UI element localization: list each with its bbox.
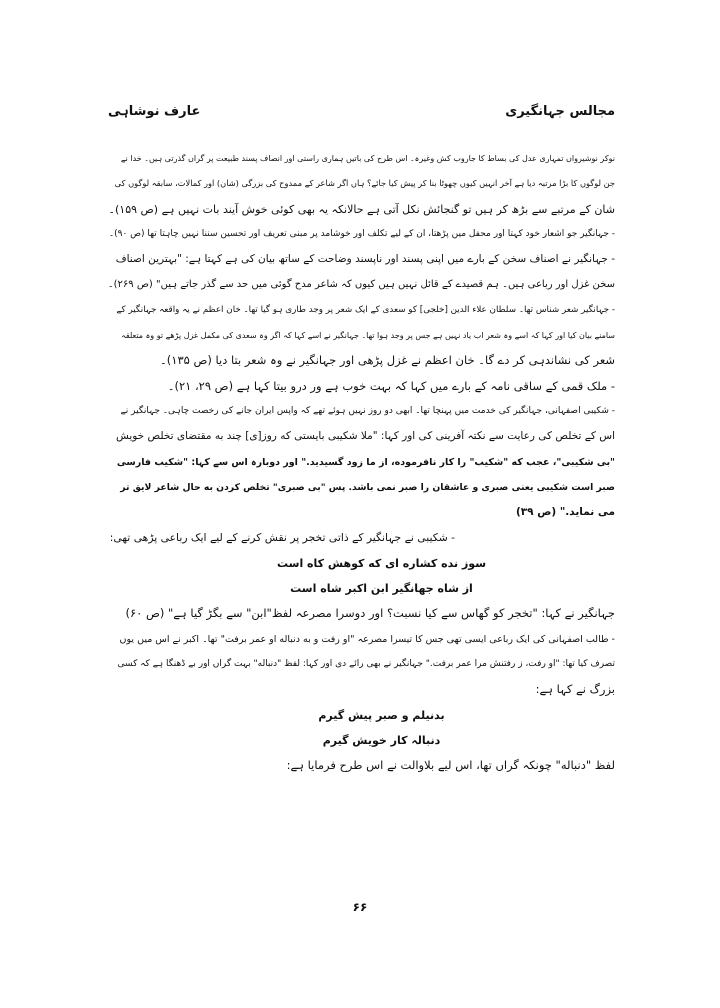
- text-line: - جہانگیر جو اشعار خود کہتا اور محفل میں پڑھتا، ان کے لیے تکلف اور خوشامد پر مبنی تعریف اور تحسین سننا نہیں چاہتا تھا (ص ۹۰)۔: [108, 228, 615, 239]
- text-line: جہانگیر نے کہا: "تخجر کو گھاس سے کیا نسبت؟ اور دوسرا مصرعہ لفظ"ابن" سے بگڑ گیا ہے" (ص ۶۰): [125, 606, 615, 621]
- text-line: "بی شکیبی"، عجب که "شکیب" را کار نافرموده، از ما زود گسیدید." اور دوبارہ اس سے کہا: "شکیب فارسی: [116, 456, 615, 468]
- text-line: نوکر نوشیرواں تمہاری عدل کی بساط کا جاروب کش وغیرہ۔ اس طرح کی باتیں ہماری راستی اور انصاف پسند طبیعت پر گراں گذرتی ہیں۔ خدا نے: [120, 154, 615, 163]
- book-title: مجالس جہانگیری: [505, 104, 615, 119]
- text-line: شعر کی نشاندہی کر دے گا۔ خان اعظم نے غزل پڑھی اور جہانگیر نے وہ شعر بتا دیا (ص ۱۳۵)۔: [160, 353, 615, 368]
- verse-line: از شاه جهانگیر ابن اکبر شاه است: [290, 582, 473, 596]
- text-line: سخن غزل اور رباعی ہیں۔ ہم قصیدے کے قائل نہیں ہیں کیوں کہ شاعر مدح گوئی میں حد سے گذر جاتے ہیں" (ص ۲۶۹)۔: [108, 279, 615, 291]
- verse-line: بدنیلم و صبر پیش گیرم: [318, 708, 445, 722]
- page-header: [108, 104, 615, 124]
- verse-line: دنبالہ کار خویش گیرم: [322, 733, 441, 747]
- text-line: لفظ "دنباله" چونکہ گراں تھا، اس لیے بلاوالت نے اس طرح فرمایا ہے:: [286, 758, 615, 773]
- body-text: [108, 146, 615, 778]
- text-line: سامنے بیان کیا اور کہا کہ اسے وہ شعر اب یاد نہیں ہے جس پر وجد ہوا تھا۔ جہانگیر نے اسے کہا کہ اگر وہ سعدی کی مکمل غزل پڑھے تو وہ متعلقہ: [121, 331, 615, 341]
- text-line: - شکیبی اصفہانی، جہانگیر کی خدمت میں پہنچا تھا۔ ابھی دو روز نہیں ہوئے تھے کہ واپس ایران جانے کی رخصت چاہی۔ جہانگیر نے: [120, 405, 615, 416]
- text-line: - جہانگیر شعر شناس تھا۔ سلطان علاء الدین [خلجی] کو سعدی کے ایک شعر پر وجد طاری ہو گیا تھا۔ خان اعظم نے یہ واقعہ جہانگیر کے: [116, 304, 615, 315]
- text-line: صبر است شکیبی یعنی صبری و عاشقان را صبر نمی باشد. پس "بی صبری" تخلص کردن به حال شاعر لایق تر: [120, 481, 615, 493]
- verse-line: سوز نده کشاره ای که کوهش کاه است: [276, 556, 487, 570]
- text-line: شان کے مرتبے سے بڑھ کر ہیں تو گنجائش نکل آتی ہے حالانکہ یہ بھی کوئی خوش آیند بات نہیں ہے (ص ۱۵۹)۔: [108, 202, 615, 216]
- text-line: - ملک قمی کے ساقی نامہ کے بارے میں کہا کہ بہت خوب ہے ور درو بیتا کہا ہے (ص ۲۹، ۲۱)۔: [167, 378, 615, 393]
- author-name: عارف نوشاہی: [108, 104, 201, 119]
- text-line: جن لوگوں کا بڑا مرتبہ دیا ہے آخر انہیں کیوں چھوٹا بنا کر پیش کیا جائے؟ ہاں اگر شاعر کے ممدوح کی بزرگی (شان) اور کمالات، سابقہ لوگوں کی: [114, 178, 615, 189]
- text-line: بزرگ نے کہا ہے:: [535, 682, 615, 697]
- text-line: می نماید." (ص ۳۹): [515, 506, 615, 519]
- text-line: - جہانگیر نے اصناف سخن کے بارے میں اپنی پسند اور ناپسند وضاحت کے ساتھ بیان کی ہے کہتا ہے: "بہترین اصناف: [115, 253, 615, 266]
- page-number: ۶۶: [352, 900, 368, 914]
- text-line: اس کے تخلص کی رعایت سے نکتہ آفرینی کی اور کہا: "ملا شکیبی بایستی که روز[ی] چند به مقتضای تخلص خویش: [115, 430, 615, 443]
- text-line: تصرف کیا تھا: "او رفت، ز رفتنش مرا عمر برفت." جہانگیر نے بھی رائے دی اور کہا: لفظ "دنباله" بہت گراں اور بے ڈھنگا ہے کہ کسی: [117, 658, 615, 669]
- text-line: - شکیبی نے جہانگیر کے ذاتی تخجر پر نقش کرنے کے لیے ایک رباعی پڑھی تھی:: [109, 531, 455, 545]
- text-line: - طالب اصفہانی کی ایک رباعی ایسی تھی جس کا تیسرا مصرعہ "او رفت و به دنباله او عمر برفت" تھا۔ اکبر نے اس میں یوں: [119, 633, 615, 645]
